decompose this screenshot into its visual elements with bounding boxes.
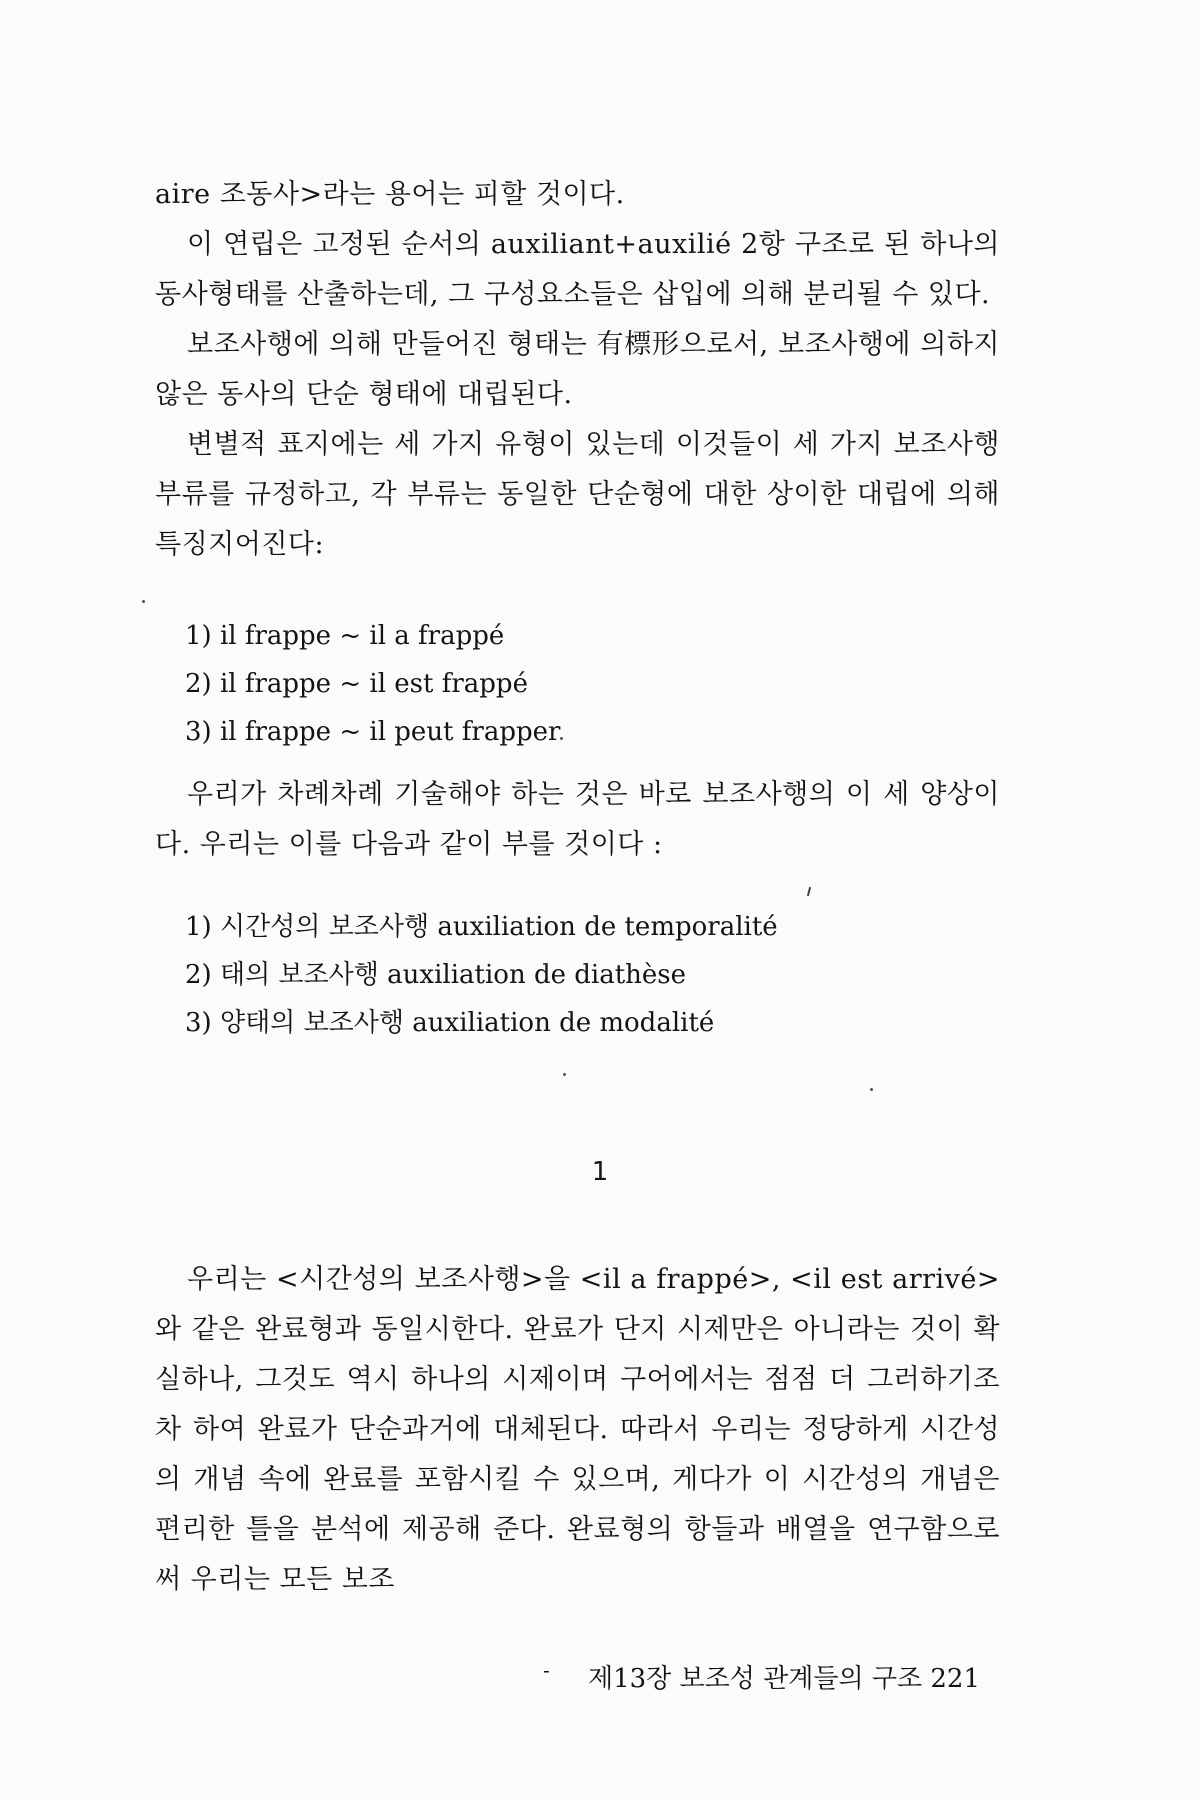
footer-dash: - xyxy=(543,1658,550,1682)
paragraph-three-aspects: 우리가 차례차례 기술해야 하는 것은 바로 보조사행의 이 세 양상이다. 우리는 이를 다음과 같이 부를 것이다 : xyxy=(155,779,1000,860)
scan-speck xyxy=(142,600,145,603)
scan-speck xyxy=(563,1073,566,1076)
running-footer: 제13장 보조성 관계들의 구조 221 xyxy=(587,1664,980,1694)
paragraph-distinctive-marks: 변별적 표지에는 세 가지 유형이 있는데 이것들이 세 가지 보조사행 부류를 규정하고, 각 부류는 동일한 단순형에 대한 상이한 대립에 의해 특징지어진다: xyxy=(155,429,1000,560)
section-number: 1 xyxy=(591,1157,609,1187)
auxiliation-type-item: 2) 태의 보조사행 auxiliation de diathèse xyxy=(185,960,687,990)
scan-speck xyxy=(807,887,811,896)
intro-text xyxy=(155,170,1000,570)
example-item: 2) il frappe ~ il est frappé xyxy=(185,669,528,699)
paragraph-auxiliant: 이 연립은 고정된 순서의 auxiliant+auxilié 2항 구조로 된 하나의 동사형태를 산출하는데, 그 구성요소들은 삽입에 의해 분리될 수 있다. xyxy=(155,229,1000,310)
auxiliation-types-list xyxy=(185,903,778,1047)
paragraph-temporality: 우리는 <시간성의 보조사행>을 <il a frappé>, <il est arrivé>와 같은 완료형과 동일시한다. 완료가 단지 시제만은 아니라는 것이 확실하나, 그것도 역시 하나의 시제이며 구어에서는 점점 더 그러하기조차 하여 완료가 단순과거에 대체된다. 따라서 우리는 정당하게 시간성의 개념 속에 완료를 포함시킬 수 있으며, 게다가 이 시간성의 개념은 편리한 틀을 분석에 제공해 준다. 완료형의 항들과 배열을 연구함으로써 우리는 모든 보조 xyxy=(155,1264,1000,1595)
scan-speck xyxy=(870,1088,873,1091)
example-item: 3) il frappe ~ il peut frapper xyxy=(185,717,561,747)
example-item: 1) il frappe ~ il a frappé xyxy=(185,621,505,651)
scan-speck xyxy=(560,737,563,740)
intro-line: aire 조동사>라는 용어는 피할 것이다. xyxy=(155,179,625,210)
middle-text xyxy=(155,770,1000,870)
example-list xyxy=(185,612,560,756)
section-text xyxy=(155,1255,1000,1605)
auxiliation-type-item: 3) 양태의 보조사행 auxiliation de modalité xyxy=(185,1008,715,1038)
paragraph-marked-form: 보조사행에 의해 만들어진 형태는 有標形으로서, 보조사행에 의하지 않은 동사의 단순 형태에 대립된다. xyxy=(155,329,1000,410)
auxiliation-type-item: 1) 시간성의 보조사행 auxiliation de temporalité xyxy=(185,912,778,942)
